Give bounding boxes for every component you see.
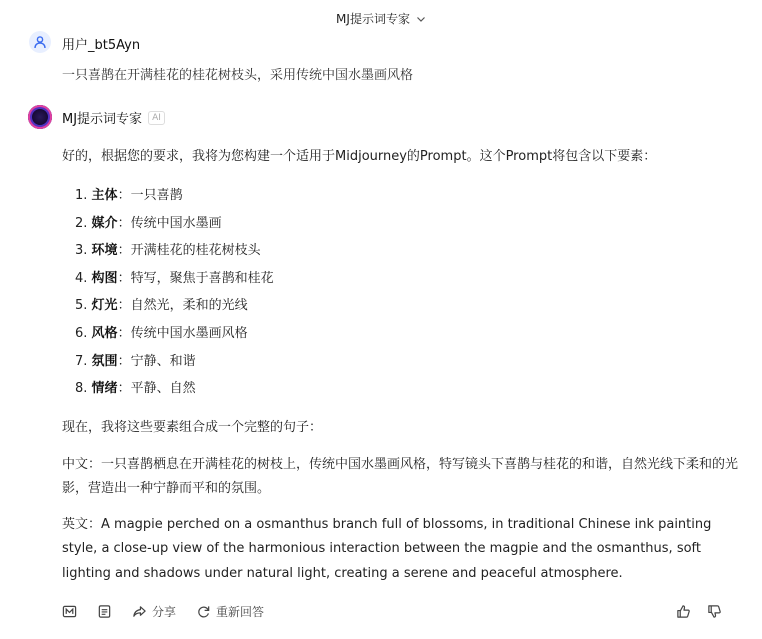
dislike-button[interactable] (707, 604, 722, 619)
header-title: MJ提示词专家 (336, 12, 410, 26)
list-item: 3. 环境：开满桂花的桂花树枝头 (75, 243, 261, 259)
list-item: 1. 主体：一只喜鹊 (75, 188, 183, 203)
bot-selector[interactable] (336, 10, 426, 27)
list-item: 2. 媒介：传统中国水墨画 (75, 215, 222, 231)
share-button[interactable] (132, 603, 176, 620)
regenerate-button[interactable] (196, 603, 264, 620)
user-name: 用户_bt5Ayn (62, 38, 141, 53)
list-item: 7. 氛围：宁静、和谐 (75, 353, 196, 369)
user-icon (33, 35, 47, 49)
list-item: 6. 风格：传统中国水墨画风格 (75, 325, 248, 341)
combine-text: 现在，我将这些要素组合成一个完整的句子： (62, 419, 323, 435)
share-label: 分享 (152, 604, 177, 619)
bot-avatar (28, 105, 52, 129)
bot-response (62, 146, 742, 586)
ai-badge: AI (148, 111, 165, 125)
thumbs-up-icon (676, 604, 691, 619)
elements-list (62, 182, 742, 403)
english-prompt: 英文：A magpie perched on a osmanthus branch full of blossoms, in traditional Chinese ink painting style, a close-up view of the harmonious interaction between the magpie and the osmanthus, soft lighting and shadows under natural light, creating a serene and peaceful atmosphere. (62, 516, 712, 581)
bot-name: MJ提示词专家 (62, 112, 143, 127)
thumbs-down-icon (707, 604, 722, 619)
copy-icon (97, 604, 112, 619)
regenerate-label: 重新回答 (216, 604, 265, 619)
bot-name-row (62, 108, 165, 127)
chinese-prompt: 中文：一只喜鹊栖息在开满桂花的树枝上，传统中国水墨画风格，特写镜头下喜鹊与桂花的和谐，自然光线下柔和的光影，营造出一种宁静而平和的氛围。 (62, 456, 739, 496)
feedback-buttons (676, 604, 722, 619)
markdown-icon (62, 604, 77, 619)
message-toolbar (62, 600, 722, 622)
share-icon (132, 604, 147, 619)
user-avatar (29, 31, 51, 53)
conversation-header (0, 10, 762, 27)
like-button[interactable] (676, 604, 691, 619)
list-item: 5. 灯光：自然光，柔和的光线 (75, 298, 248, 314)
list-item: 8. 情绪：平静、自然 (75, 381, 196, 397)
list-item: 4. 构图：特写，聚焦于喜鹊和桂花 (75, 270, 274, 286)
user-message: 一只喜鹊在开满桂花的桂花树枝头，采用传统中国水墨画风格 (62, 68, 414, 83)
chevron-down-icon (416, 14, 426, 24)
response-intro: 好的，根据您的要求，我将为您构建一个适用于Midjourney的Prompt。这个Prompt将包含以下要素： (62, 149, 657, 164)
copy-button[interactable] (97, 604, 112, 619)
markdown-button[interactable] (62, 604, 77, 619)
refresh-icon (196, 604, 211, 619)
